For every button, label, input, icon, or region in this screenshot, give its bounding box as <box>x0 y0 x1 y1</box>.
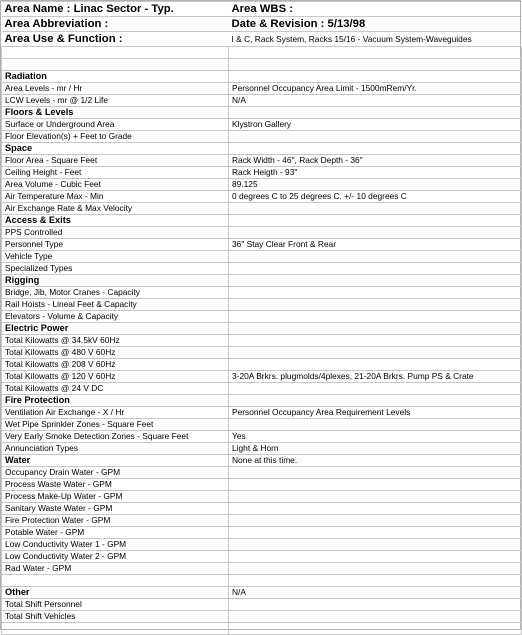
row-value <box>229 551 522 563</box>
row-label: Potable Water - GPM <box>2 527 229 539</box>
row-label <box>2 575 229 587</box>
row-label: Personnel Type <box>2 239 229 251</box>
table-row <box>2 419 522 431</box>
row-value <box>229 335 522 347</box>
table-row <box>2 551 522 563</box>
row-label: Wet Pipe Sprinkler Zones - Square Feet <box>2 419 229 431</box>
section-row <box>2 323 522 335</box>
section-heading: Other <box>2 587 229 599</box>
row-label: Air Temperature Max - Min <box>2 191 229 203</box>
table-row <box>2 83 522 95</box>
row-value <box>229 419 522 431</box>
row-value <box>229 71 522 83</box>
table-row <box>2 239 522 251</box>
header-row <box>2 32 522 47</box>
table-row <box>2 443 522 455</box>
row-label: Total Shift Vehicles <box>2 611 229 623</box>
row-value <box>229 491 522 503</box>
row-value: 89.125 <box>229 179 522 191</box>
row-label: Vehicle Type <box>2 251 229 263</box>
section-heading: Floors & Levels <box>2 107 229 119</box>
row-value <box>229 143 522 155</box>
row-value <box>229 623 522 635</box>
row-value: N/A <box>229 95 522 107</box>
section-row <box>2 71 522 83</box>
row-label: Low Conductivity Water 1 - GPM <box>2 539 229 551</box>
row-value <box>229 131 522 143</box>
row-value <box>229 515 522 527</box>
header-value: Area WBS : <box>229 2 522 17</box>
row-label: PPS Controlled <box>2 227 229 239</box>
row-value <box>229 203 522 215</box>
table-row <box>2 503 522 515</box>
section-row <box>2 587 522 599</box>
header-row <box>2 17 522 32</box>
blank-row <box>2 623 522 635</box>
row-label: Occupancy Drain Water - GPM <box>2 467 229 479</box>
row-value <box>229 575 522 587</box>
blank-row <box>2 59 522 71</box>
row-value <box>229 251 522 263</box>
section-heading: Fire Protection <box>2 395 229 407</box>
row-value <box>229 359 522 371</box>
row-label: Total Shift Personnel <box>2 599 229 611</box>
row-value: 3-20A Brkrs. plugmolds/4plexes, 21-20A Brkrs. Pump PS & Crate <box>229 371 522 383</box>
table-row <box>2 563 522 575</box>
row-value: Klystron Gallery <box>229 119 522 131</box>
row-value: Rack Width - 46", Rack Depth - 36" <box>229 155 522 167</box>
table-row <box>2 335 522 347</box>
header-block <box>2 2 522 47</box>
row-value <box>229 263 522 275</box>
table-row <box>2 299 522 311</box>
table-row <box>2 251 522 263</box>
row-label: Area Levels - mr / Hr <box>2 83 229 95</box>
section-heading: Electric Power <box>2 323 229 335</box>
requirements-table <box>1 1 522 635</box>
row-label <box>2 59 229 71</box>
table-row <box>2 311 522 323</box>
row-label: LCW Levels - mr @ 1/2 Life <box>2 95 229 107</box>
row-label: Surface or Underground Area <box>2 119 229 131</box>
table-row <box>2 539 522 551</box>
row-value <box>229 323 522 335</box>
table-row <box>2 263 522 275</box>
row-value <box>229 59 522 71</box>
blank-row <box>2 47 522 59</box>
blank-row <box>2 575 522 587</box>
row-value: 0 degrees C to 25 degrees C. +/- 10 degrees C <box>229 191 522 203</box>
row-value <box>229 395 522 407</box>
table-row <box>2 515 522 527</box>
section-heading: Water <box>2 455 229 467</box>
header-label: Area Use & Function : <box>2 32 229 47</box>
table-row <box>2 431 522 443</box>
table-row <box>2 179 522 191</box>
table-row <box>2 359 522 371</box>
section-row <box>2 275 522 287</box>
table-row <box>2 467 522 479</box>
table-row <box>2 203 522 215</box>
row-value <box>229 299 522 311</box>
table-row <box>2 407 522 419</box>
row-value <box>229 599 522 611</box>
header-row <box>2 2 522 17</box>
row-label: Fire Protection Water - GPM <box>2 515 229 527</box>
row-value <box>229 467 522 479</box>
row-label: Floor Elevation(s) + Feet to Grade <box>2 131 229 143</box>
row-value <box>229 383 522 395</box>
table-row <box>2 347 522 359</box>
table-row <box>2 491 522 503</box>
row-label: Specialized Types <box>2 263 229 275</box>
row-label <box>2 623 229 635</box>
table-row <box>2 131 522 143</box>
section-heading: Space <box>2 143 229 155</box>
row-label: Rad Water - GPM <box>2 563 229 575</box>
table-row <box>2 611 522 623</box>
row-value <box>229 215 522 227</box>
table-row <box>2 479 522 491</box>
table-row <box>2 191 522 203</box>
row-label: Area Volume - Cubic Feet <box>2 179 229 191</box>
row-value <box>229 47 522 59</box>
section-heading: Radiation <box>2 71 229 83</box>
row-label: Total Kilowatts @ 120 V 60Hz <box>2 371 229 383</box>
table-row <box>2 167 522 179</box>
row-value: Rack Heigth - 93" <box>229 167 522 179</box>
header-label: Area Abbreviation : <box>2 17 229 32</box>
row-label: Air Exchange Rate & Max Velocity <box>2 203 229 215</box>
row-value: None at this time. <box>229 455 522 467</box>
row-label: Very Early Smoke Detection Zones - Square Feet <box>2 431 229 443</box>
row-label: Rail Hoists - Lineal Feet & Capacity <box>2 299 229 311</box>
row-label: Total Kilowatts @ 208 V 60Hz <box>2 359 229 371</box>
row-value: Light & Horn <box>229 443 522 455</box>
section-heading: Access & Exits <box>2 215 229 227</box>
row-label: Sanitary Waste Water - GPM <box>2 503 229 515</box>
table-row <box>2 371 522 383</box>
row-label: Bridge, Jib, Motor Cranes - Capacity <box>2 287 229 299</box>
section-row <box>2 107 522 119</box>
row-value: Personnel Occupancy Area Limit - 1500mRem/Yr. <box>229 83 522 95</box>
requirements-rows <box>2 47 522 635</box>
section-row <box>2 215 522 227</box>
row-label: Process Waste Water - GPM <box>2 479 229 491</box>
section-row <box>2 143 522 155</box>
row-value: 36" Stay Clear Front & Rear <box>229 239 522 251</box>
row-value: Yes <box>229 431 522 443</box>
row-value <box>229 311 522 323</box>
row-label: Total Kilowatts @ 34.5kV 60Hz <box>2 335 229 347</box>
section-row <box>2 395 522 407</box>
row-value: N/A <box>229 587 522 599</box>
header-value: I & C, Rack System, Racks 15/16 - Vacuum System-Waveguides <box>229 32 522 47</box>
row-value <box>229 503 522 515</box>
row-label: Elevators - Volume & Capacity <box>2 311 229 323</box>
row-label: Total Kilowatts @ 480 V 60Hz <box>2 347 229 359</box>
header-value: Date & Revision : 5/13/98 <box>229 17 522 32</box>
row-value <box>229 563 522 575</box>
row-label: Low Conductivity Water 2 - GPM <box>2 551 229 563</box>
table-row <box>2 599 522 611</box>
row-value <box>229 347 522 359</box>
row-label: Ceiling Height - Feet <box>2 167 229 179</box>
table-row <box>2 95 522 107</box>
row-label <box>2 47 229 59</box>
table-row <box>2 287 522 299</box>
row-value <box>229 539 522 551</box>
section-row <box>2 455 522 467</box>
row-label: Annunciation Types <box>2 443 229 455</box>
table-row <box>2 155 522 167</box>
row-label: Floor Area - Square Feet <box>2 155 229 167</box>
row-value <box>229 479 522 491</box>
row-value <box>229 107 522 119</box>
row-label: Ventilation Air Exchange - X / Hr <box>2 407 229 419</box>
row-label: Process Make-Up Water - GPM <box>2 491 229 503</box>
row-value <box>229 275 522 287</box>
table-row <box>2 227 522 239</box>
row-value <box>229 227 522 239</box>
table-row <box>2 383 522 395</box>
table-row <box>2 119 522 131</box>
row-value: Personnel Occupancy Area Requirement Levels <box>229 407 522 419</box>
row-value <box>229 287 522 299</box>
section-heading: Rigging <box>2 275 229 287</box>
table-row <box>2 527 522 539</box>
row-value <box>229 527 522 539</box>
header-label: Area Name : Linac Sector - Typ. <box>2 2 229 17</box>
row-value <box>229 611 522 623</box>
row-label: Total Kilowatts @ 24 V DC <box>2 383 229 395</box>
